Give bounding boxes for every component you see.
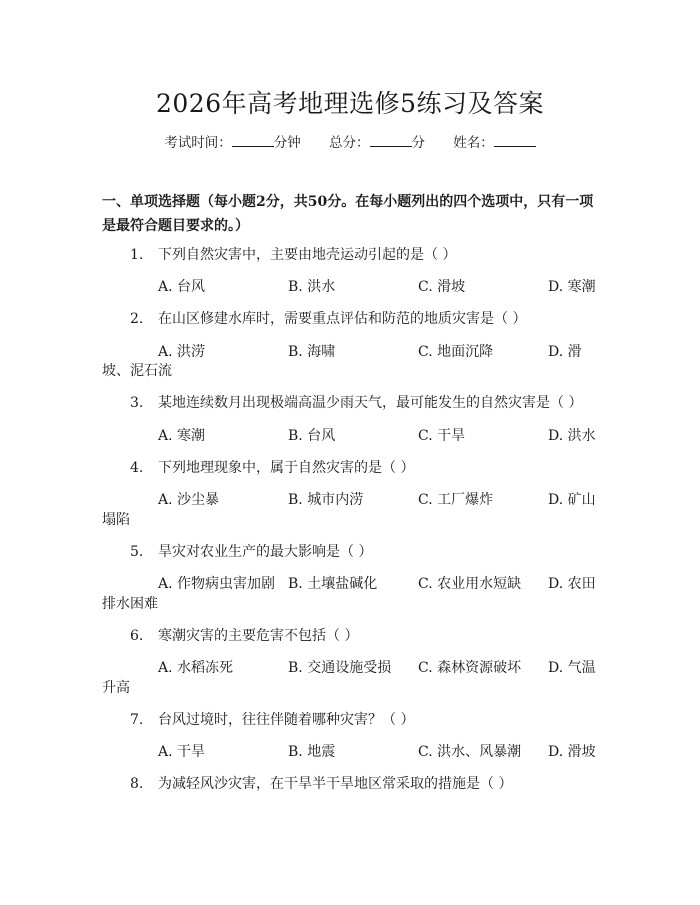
question-text: 在山区修建水库时，需要重点评估和防范的地质灾害是（ ）	[158, 311, 527, 327]
question-stem	[130, 625, 358, 645]
question-number: 8.	[130, 776, 144, 792]
score-blank	[370, 134, 412, 147]
exam-meta	[0, 131, 700, 151]
option-d: D. 滑	[548, 344, 582, 360]
option-d-continued: 排水困难	[102, 596, 158, 612]
option-b: B. 交通设施受损	[288, 660, 392, 676]
question-number: 7.	[130, 712, 144, 728]
question-number: 6.	[130, 628, 144, 644]
option-d-continued: 塌陷	[102, 512, 130, 528]
question-number: 5.	[130, 544, 144, 560]
name-field	[453, 135, 536, 151]
question-number: 3.	[130, 395, 144, 411]
question-text: 下列自然灾害中，主要由地壳运动引起的是（ ）	[158, 247, 457, 263]
option-d: D. 气温	[548, 660, 596, 676]
option-a: A. 水稻冻死	[158, 660, 234, 676]
time-label: 考试时间：	[164, 135, 232, 151]
question-stem	[130, 457, 414, 477]
question-stem	[130, 541, 372, 561]
option-d-continued: 坡、泥石流	[102, 363, 172, 379]
score-field	[329, 135, 429, 151]
name-label: 姓名：	[453, 135, 494, 151]
option-d-continued: 升高	[102, 680, 130, 696]
page-title: 2026年高考地理选修5练习及答案	[155, 89, 545, 118]
question-text: 台风过境时，往往伴随着哪种灾害？（ ）	[158, 712, 415, 728]
option-b: B. 土壤盐碱化	[288, 576, 378, 592]
option-d: D. 农田	[548, 576, 596, 592]
section-heading: 一、单项选择题（每小题2分，共50分。在每小题列出的四个选项中，只有一项是最符合题目要求的。）	[102, 194, 594, 234]
option-b: B. 台风	[288, 428, 336, 444]
question-stem	[130, 709, 414, 729]
name-blank	[494, 134, 536, 147]
question-text: 下列地理现象中，属于自然灾害的是（ ）	[158, 460, 415, 476]
question-stem	[130, 773, 512, 793]
option-c: C. 森林资源破坏	[418, 660, 522, 676]
option-a: A. 干旱	[158, 744, 206, 760]
option-b: B. 地震	[288, 744, 336, 760]
question-stem	[130, 308, 526, 328]
time-field	[164, 135, 305, 151]
option-c: C. 工厂爆炸	[418, 492, 494, 508]
time-blank	[232, 134, 274, 147]
score-label: 总分：	[329, 135, 370, 151]
option-c: C. 洪水、风暴潮	[418, 744, 522, 760]
option-b: B. 洪水	[288, 279, 336, 295]
option-c: C. 滑坡	[418, 279, 466, 295]
option-a: A. 沙尘暴	[158, 492, 220, 508]
question-text: 旱灾对农业生产的最大影响是（ ）	[158, 544, 373, 560]
question-number: 1.	[130, 247, 144, 263]
option-d: D. 滑坡	[548, 744, 596, 760]
option-a: A. 台风	[158, 279, 206, 295]
question-text: 某地连续数月出现极端高温少雨天气，最可能发生的自然灾害是（ ）	[158, 395, 583, 411]
option-a: A. 寒潮	[158, 428, 206, 444]
question-text: 寒潮灾害的主要危害不包括（ ）	[158, 628, 359, 644]
score-unit: 分	[411, 135, 425, 151]
question-number: 2.	[130, 311, 144, 327]
question-stem	[130, 392, 582, 412]
time-unit: 分钟	[273, 135, 301, 151]
option-b: B. 海啸	[288, 344, 336, 360]
option-a: A. 作物病虫害加剧	[158, 576, 276, 592]
option-a: A. 洪涝	[158, 344, 206, 360]
question-number: 4.	[130, 460, 144, 476]
question-text: 为减轻风沙灾害，在干旱半干旱地区常采取的措施是（ ）	[158, 776, 513, 792]
option-d: D. 矿山	[548, 492, 596, 508]
option-c: C. 地面沉降	[418, 344, 494, 360]
option-d: D. 寒潮	[548, 279, 596, 295]
question-stem	[130, 244, 456, 264]
option-b: B. 城市内涝	[288, 492, 364, 508]
option-d: D. 洪水	[548, 428, 596, 444]
option-c: C. 干旱	[418, 428, 466, 444]
option-c: C. 农业用水短缺	[418, 576, 522, 592]
